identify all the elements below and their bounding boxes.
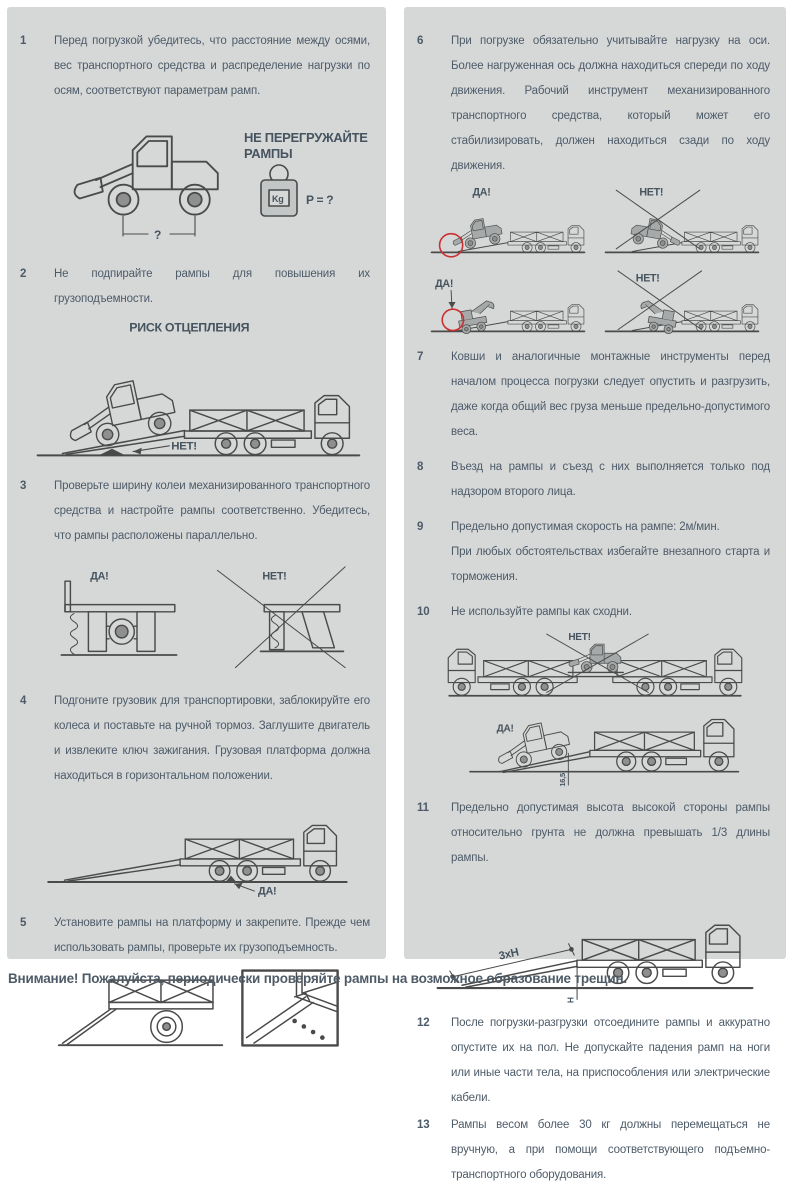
no-label: НЕТ!	[170, 440, 197, 453]
item-number: 12	[417, 1017, 430, 1029]
item-number: 6	[417, 35, 424, 47]
item-text: Не подпирайте рампы для повышения их грузоподъемности.	[54, 268, 370, 305]
gangway-correct-diagram	[445, 700, 745, 790]
gangway-wrong-diagram	[445, 629, 745, 700]
height-label: Н	[565, 997, 576, 1004]
truck-icon	[590, 720, 734, 771]
item-number: 13	[417, 1119, 430, 1131]
item-text: Перед погрузкой убедитесь, что расстояние между осями, вес транспортного средства и распределение нагрузки по осям, соответствуют параметрам рамп.	[54, 35, 370, 97]
loader-icon	[74, 136, 217, 214]
load-question-label: P = ?	[305, 193, 333, 207]
no-label: НЕТ!	[568, 631, 591, 643]
instruction-item-9	[404, 515, 786, 590]
height-165-label: 16,5	[558, 773, 567, 787]
instruction-item-8	[404, 455, 786, 505]
item-text-line1: Предельно допустимая скорость на рампе: 2м/мин.	[451, 521, 720, 533]
uncoupling-risk-figure	[7, 316, 386, 464]
item-text: Ковши и аналогичные монтажные инструменты перед началом процесса погрузки следует опустить и разгрузить, даже когда общий вес груза меньше предельно-допустимого веса.	[451, 351, 770, 438]
yes-label: ДА!	[89, 570, 108, 583]
truck-icon	[180, 825, 336, 881]
do-not-overload-label-line2: РАМПЫ	[243, 146, 292, 161]
truck-icon	[508, 304, 584, 331]
gangway-figure	[404, 629, 786, 790]
instruction-item-4	[7, 689, 386, 789]
item-text: Подгоните грузовик для транспортировки, заблокируйте его колеса и поставьте на ручной тормоз. Заглушите двигатель и извлеките ключ зажигания. Грузовая платформа должна находиться в горизонтальном положении.	[54, 695, 370, 782]
truck-icon	[448, 649, 577, 695]
left-column-panel	[7, 7, 386, 959]
instruction-item-11	[404, 796, 786, 871]
track-width-figure	[7, 565, 386, 673]
item-text: Рампы весом более 30 кг должны перемещаться не вручную, а при помощи соответствующего подъемно-транспортного оборудования.	[451, 1119, 770, 1181]
item-text: При погрузке обязательно учитывайте нагрузку на оси. Более нагруженная ось должна находиться спереди по ходу движения. Рабочий инструмент механизированного транспортного средства, который может его стабилизировать, должен находиться сзади по ходу движения.	[451, 35, 770, 172]
parked-truck-figure	[7, 797, 386, 901]
item-number: 10	[417, 606, 430, 618]
track-width-correct-diagram	[47, 565, 182, 673]
loader-wrong-diagram	[602, 183, 762, 256]
instruction-item-10	[404, 600, 786, 625]
item-number: 3	[20, 480, 27, 492]
track-width-wrong-diagram	[212, 565, 347, 673]
yes-label: ДА!	[257, 885, 276, 898]
instruction-item-3	[7, 474, 386, 549]
excavator-correct-diagram	[428, 262, 588, 335]
item-number: 4	[20, 695, 27, 707]
loader-icon	[569, 644, 621, 672]
ramp-length-label: 3хН	[497, 946, 520, 963]
item-number: 1	[20, 35, 27, 47]
loader-correct-diagram	[428, 183, 588, 256]
item-text: Проверьте ширину колеи механизированного транспортного средства и настройте рампы соответственно. Убедитесь, что рампы расположены параллельно.	[54, 480, 370, 542]
item-number: 11	[417, 802, 429, 814]
axle-distance-question-label: ?	[153, 228, 161, 242]
instruction-item-6	[404, 29, 786, 179]
axle-load-figure	[404, 183, 786, 335]
excavator-icon	[637, 300, 679, 335]
no-label: НЕТ!	[639, 186, 664, 199]
do-not-overload-label-line1: НЕ ПЕРЕГРУЖАЙТЕ	[243, 130, 368, 145]
excavator-icon	[456, 300, 498, 335]
instruction-item-13	[404, 1113, 786, 1188]
item-number: 8	[417, 461, 424, 473]
yes-label: ДА!	[472, 186, 491, 199]
truck-icon	[613, 649, 742, 695]
no-label: НЕТ!	[261, 570, 286, 583]
svg-text:Kg: Kg	[271, 194, 283, 204]
item-text: Установите рампы на платформу и закрепите. Прежде чем использовать рампы, проверьте их грузоподъемность.	[54, 917, 370, 954]
instruction-item-5	[7, 911, 386, 961]
truck-icon	[508, 225, 584, 252]
loader-icon	[62, 374, 179, 453]
item-text: После погрузки-разгрузки отсоедините рампы и аккуратно опустите их на пол. Не допускайте падения рамп на ноги или иные части тела, на приспособления или электрические кабели.	[451, 1017, 770, 1104]
truck-icon	[682, 225, 758, 252]
warning-text: Внимание! Пожалуйста, периодически проверяйте рампы на возможное образование трещин.	[8, 971, 627, 986]
yes-label: ДА!	[435, 277, 454, 290]
no-label: НЕТ!	[635, 272, 660, 285]
truck-icon	[682, 304, 758, 331]
item-number: 7	[417, 351, 424, 363]
item-text: Не используйте рампы как сходни.	[451, 606, 632, 618]
instruction-item-7	[404, 345, 786, 445]
excavator-wrong-diagram	[602, 262, 762, 335]
yes-label: ДА!	[496, 723, 514, 735]
instruction-item-2	[7, 262, 386, 312]
item-number: 2	[20, 268, 27, 280]
item-number: 5	[20, 917, 27, 929]
axle-distance-figure	[7, 110, 386, 250]
right-column-panel	[404, 7, 786, 1181]
instruction-item-12	[404, 1011, 786, 1111]
weight-kg-icon	[261, 165, 297, 216]
item-number: 9	[417, 521, 424, 533]
instruction-item-1	[7, 29, 386, 104]
item-text	[451, 515, 770, 590]
item-text-line2: При любых обстоятельствах избегайте внезапного старта и торможения.	[451, 546, 770, 583]
item-text: Предельно допустимая высота высокой стороны рампы относительно грунта не должна превышать 1/3 длины рампы.	[451, 802, 770, 864]
uncoupling-risk-label: РИСК ОТЦЕПЛЕНИЯ	[128, 320, 249, 335]
truck-icon	[184, 396, 349, 455]
loader-icon	[450, 216, 504, 251]
item-text: Въезд на рампы и съезд с них выполняется только под надзором второго лица.	[451, 461, 770, 498]
